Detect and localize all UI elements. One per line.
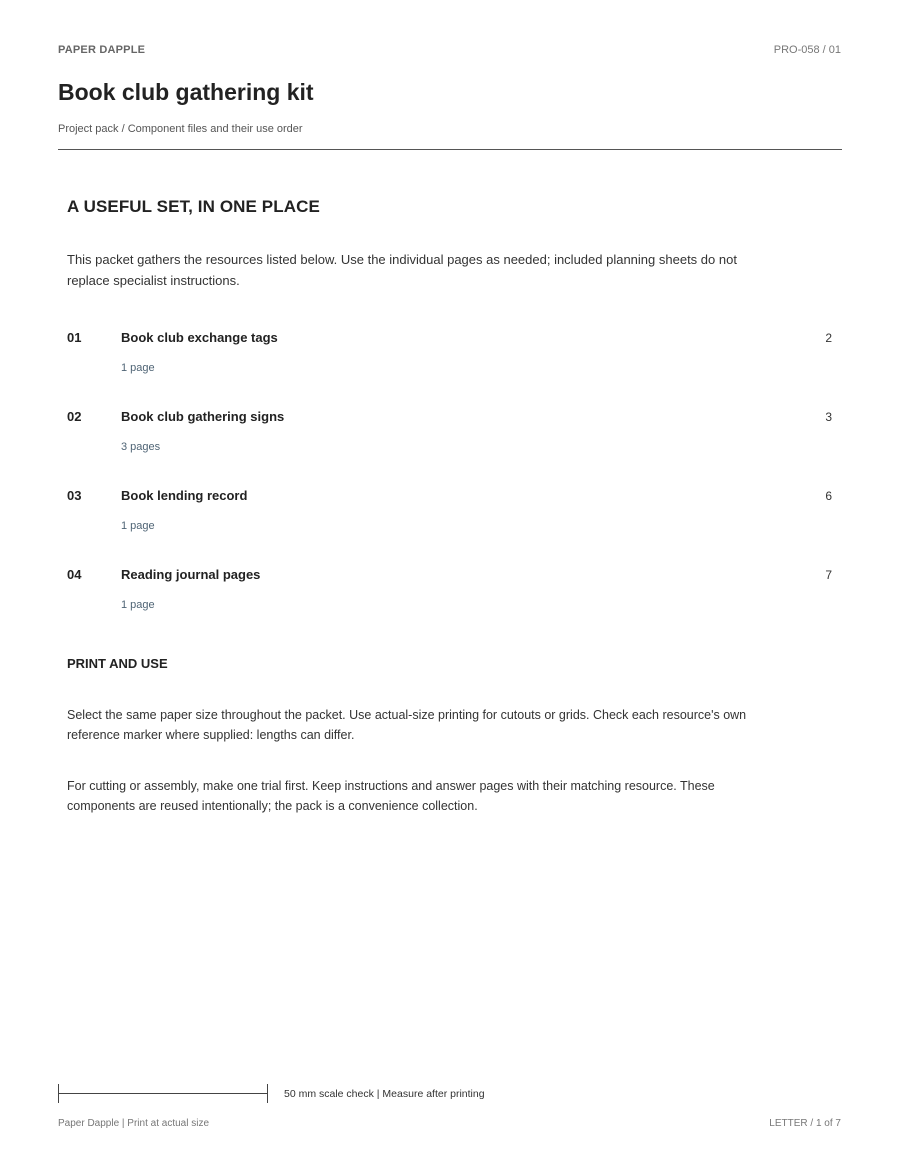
contents-item-title: Book club gathering signs: [121, 409, 285, 424]
document-code: PRO-058 / 01: [773, 44, 841, 56]
brand-name: PAPER DAPPLE: [58, 44, 146, 56]
contents-item-title: Book lending record: [121, 488, 248, 503]
contents-item[interactable]: [67, 488, 832, 567]
print-paragraph-1: Select the same paper size throughout the packet. Use actual-size printing for cutouts or grids. Check each resource's own reference marker where supplied: lengths can differ.: [67, 708, 747, 742]
page-subtitle: Project pack / Component files and their use order: [58, 123, 303, 135]
contents-item-page-count: 1 page: [121, 362, 155, 374]
contents-item-title: Book club exchange tags: [121, 330, 278, 345]
intro-heading: A USEFUL SET, IN ONE PLACE: [67, 197, 320, 216]
contents-item-page-count: 3 pages: [121, 441, 161, 453]
intro-text: This packet gathers the resources listed below. Use the individual pages as needed; included planning sheets do not replace specialist instructions.: [67, 252, 737, 288]
contents-item[interactable]: [67, 409, 832, 488]
scale-tick-start: [58, 1084, 59, 1103]
contents-item-number: 02: [67, 409, 82, 424]
contents-item-page-number: 3: [825, 410, 832, 424]
contents-item-page-count: 1 page: [121, 520, 155, 532]
header-divider: [58, 149, 842, 150]
contents-item-title: Reading journal pages: [121, 567, 261, 582]
print-heading: PRINT AND USE: [67, 656, 168, 671]
footer-left: Paper Dapple | Print at actual size: [58, 1118, 210, 1129]
page-title: Book club gathering kit: [58, 79, 314, 105]
print-paragraph-2: For cutting or assembly, make one trial first. Keep instructions and answer pages with their matching resource. These components are reused intentionally; the pack is a convenience collection.: [67, 779, 715, 813]
scale-check-label: 50 mm scale check | Measure after printing: [284, 1088, 485, 1100]
contents-item-number: 01: [67, 330, 82, 345]
contents-item-page-count: 1 page: [121, 599, 155, 611]
contents-item[interactable]: [67, 567, 832, 646]
contents-item-page-number: 2: [825, 331, 832, 345]
scale-tick-end: [267, 1084, 268, 1103]
contents-list: [67, 330, 832, 646]
contents-item[interactable]: [67, 330, 832, 409]
contents-item-page-number: 7: [825, 568, 832, 582]
contents-item-number: 04: [67, 567, 82, 582]
contents-item-page-number: 6: [825, 489, 832, 503]
contents-item-number: 03: [67, 488, 82, 503]
scale-check-bar: [58, 1084, 268, 1103]
footer-page-info: LETTER / 1 of 7: [769, 1118, 841, 1129]
scale-line: [58, 1093, 268, 1094]
